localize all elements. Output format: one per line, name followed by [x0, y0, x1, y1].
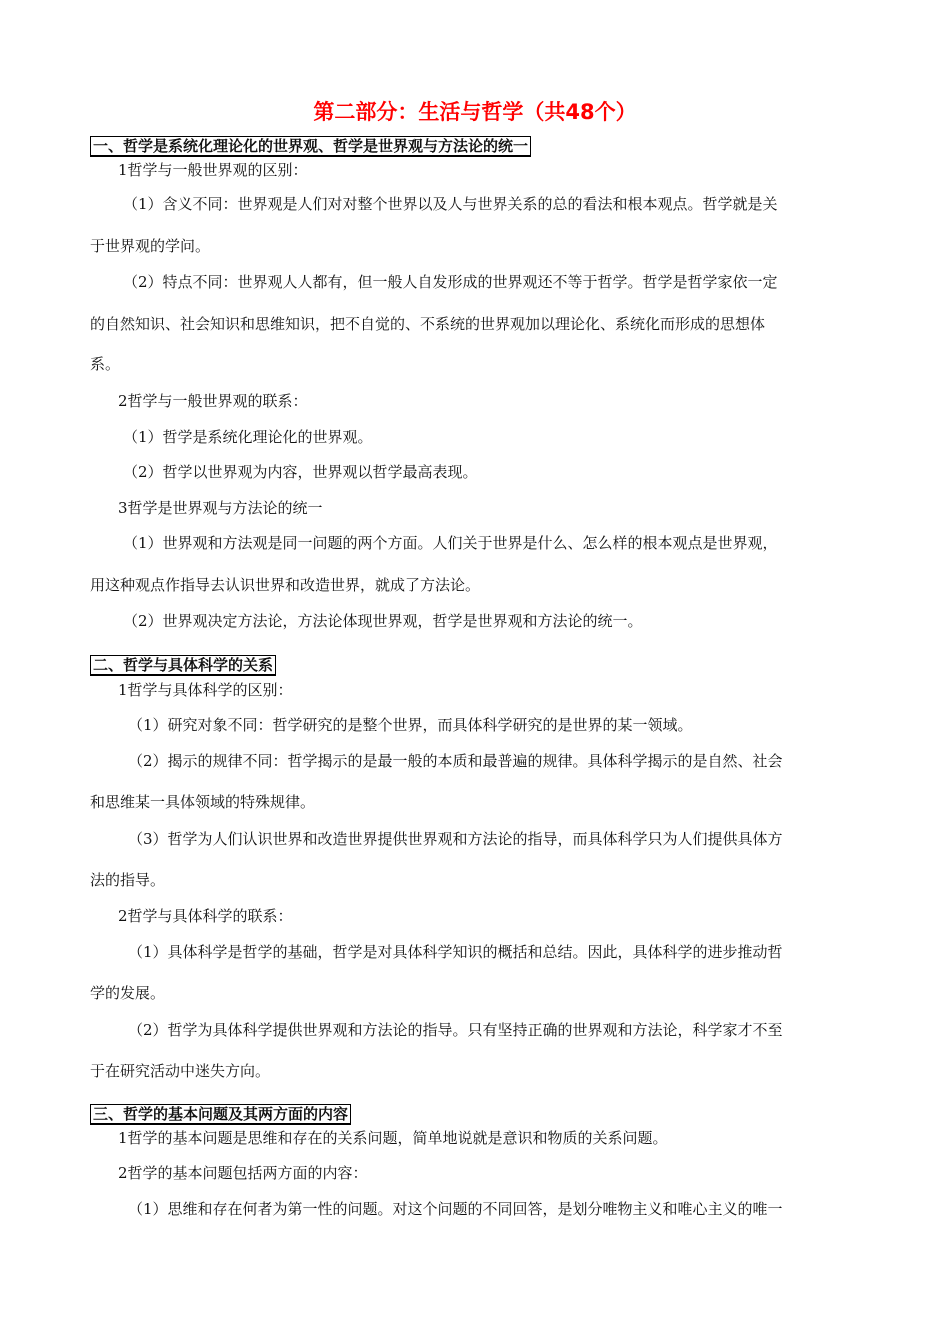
paragraph-line: 2哲学与具体科学的联系： [118, 907, 293, 925]
paragraph-line: 于在研究活动中迷失方向。 [90, 1062, 271, 1080]
page-title: 第二部分：生活与哲学（共48个） [313, 100, 637, 124]
paragraph-line: （1）具体科学是哲学的基础，哲学是对具体科学知识的概括和总结。因此，具体科学的进步推动哲 [128, 943, 783, 961]
paragraph-line: （2）揭示的规律不同：哲学揭示的是最一般的本质和最普遍的规律。具体科学揭示的是自然、社会 [128, 752, 783, 770]
paragraph-line: 2哲学与一般世界观的联系： [118, 392, 308, 410]
paragraph-line: （1）思维和存在何者为第一性的问题。对这个问题的不同回答，是划分唯物主义和唯心主义的唯一 [128, 1200, 783, 1218]
paragraph-line: 1哲学的基本问题是思维和存在的关系问题，简单地说就是意识和物质的关系问题。 [118, 1129, 668, 1147]
paragraph-line: （1）哲学是系统化理论化的世界观。 [123, 428, 373, 446]
paragraph-line: （1）世界观和方法观是同一问题的两个方面。人们关于世界是什么、怎么样的根本观点是世界观， [123, 534, 778, 552]
paragraph-line: （3）哲学为人们认识世界和改造世界提供世界观和方法论的指导，而具体科学只为人们提供具体方 [128, 830, 783, 848]
paragraph-line: 1哲学与一般世界观的区别： [118, 161, 308, 179]
paragraph-line: （2）世界观决定方法论，方法论体现世界观，哲学是世界观和方法论的统一。 [123, 612, 643, 630]
paragraph-line: 系。 [90, 355, 121, 373]
paragraph-line: （2）特点不同：世界观人人都有，但一般人自发形成的世界观还不等于哲学。哲学是哲学家依一定 [123, 273, 778, 291]
paragraph-line: 1哲学与具体科学的区别： [118, 681, 293, 699]
paragraph-line: 于世界观的学问。 [90, 237, 211, 255]
paragraph-line: 法的指导。 [90, 871, 166, 889]
section-heading-2: 二、哲学与具体科学的关系 [90, 655, 276, 676]
paragraph-line: 2哲学的基本问题包括两方面的内容： [118, 1164, 368, 1182]
paragraph-line: 用这种观点作指导去认识世界和改造世界，就成了方法论。 [90, 576, 481, 594]
paragraph-line: （2）哲学以世界观为内容，世界观以哲学最高表现。 [123, 463, 478, 481]
paragraph-line: 学的发展。 [90, 984, 166, 1002]
paragraph-line: （2）哲学为具体科学提供世界观和方法论的指导。只有坚持正确的世界观和方法论，科学家才不至 [128, 1021, 783, 1039]
paragraph-line: （1）研究对象不同：哲学研究的是整个世界，而具体科学研究的是世界的某一领域。 [128, 716, 693, 734]
section-heading-3: 三、哲学的基本问题及其两方面的内容 [90, 1104, 351, 1125]
paragraph-line: 的自然知识、社会知识和思维知识，把不自觉的、不系统的世界观加以理论化、系统化而形成的思想体 [90, 315, 766, 333]
paragraph-line: （1）含义不同：世界观是人们对对整个世界以及人与世界关系的总的看法和根本观点。哲学就是关 [123, 195, 778, 213]
section-heading-1: 一、哲学是系统化理论化的世界观、哲学是世界观与方法论的统一 [90, 136, 531, 157]
paragraph-line: 3哲学是世界观与方法论的统一 [118, 499, 323, 517]
paragraph-line: 和思维某一具体领域的特殊规律。 [90, 793, 316, 811]
